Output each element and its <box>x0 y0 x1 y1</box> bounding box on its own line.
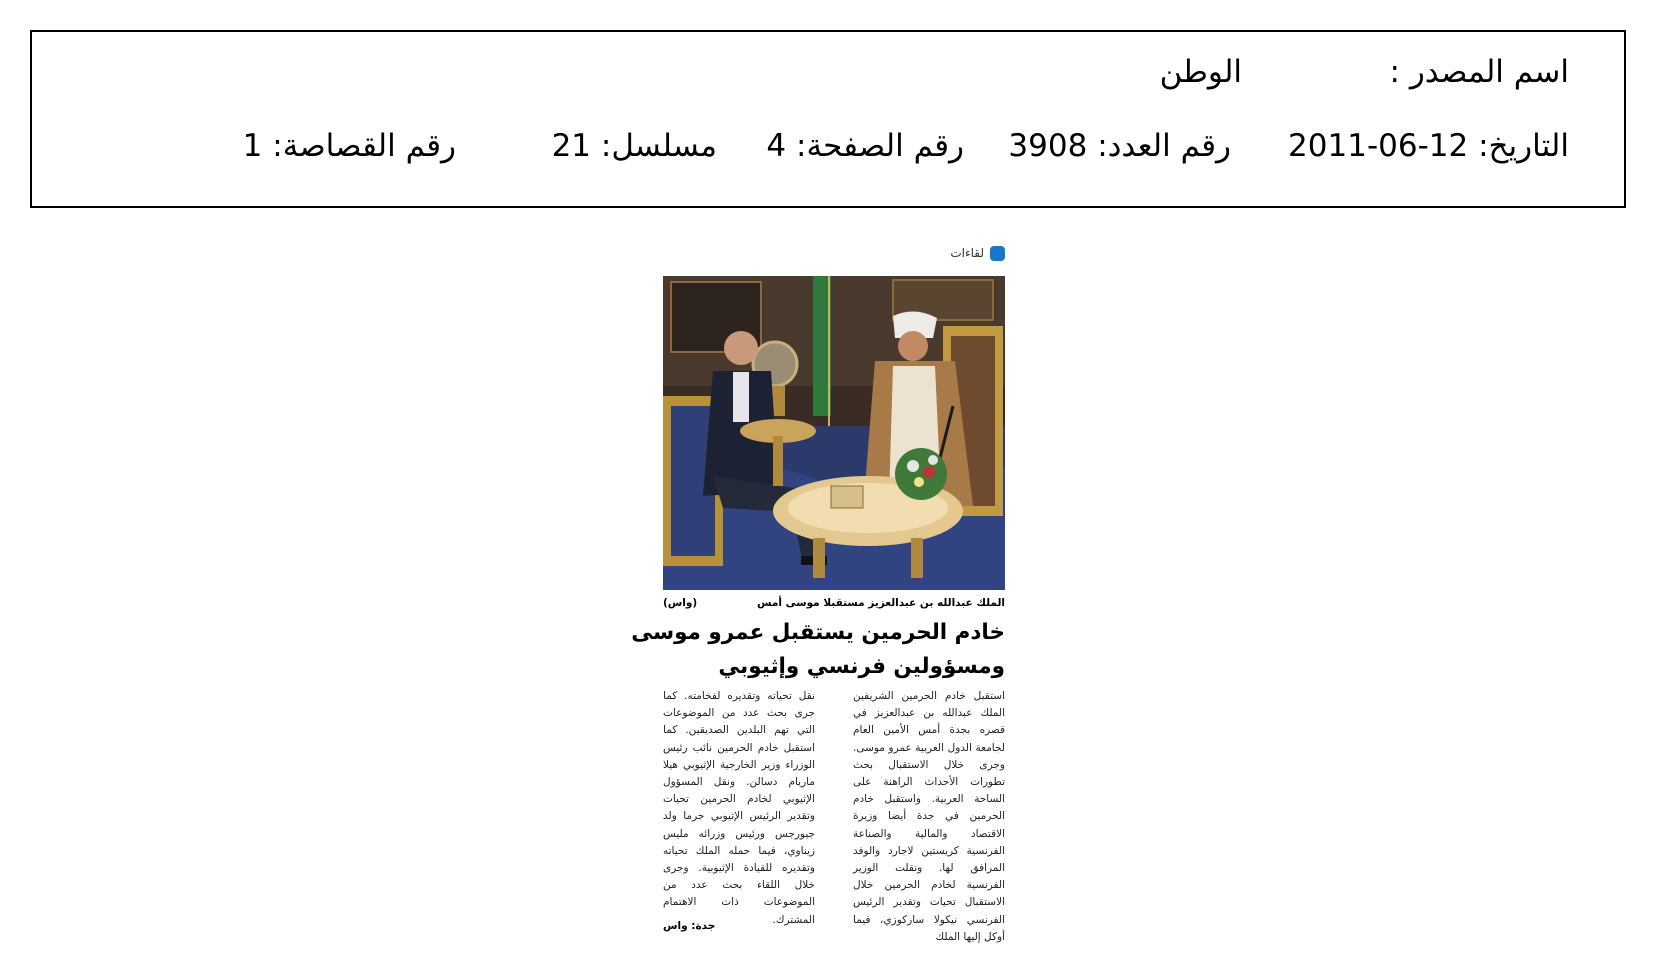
source-label-field <box>1390 50 1569 94</box>
serial-value: 21 <box>551 128 592 164</box>
section-label: لقاءات <box>950 246 984 260</box>
serial-field <box>552 124 717 168</box>
article-headline <box>631 616 1005 684</box>
source-value: الوطن <box>1159 54 1242 90</box>
source-value-field <box>1160 50 1242 94</box>
blue-square-icon <box>990 246 1005 261</box>
photo-credit: (واس) <box>663 597 698 609</box>
page-value: 4 <box>766 128 787 164</box>
issue-field <box>1008 124 1231 168</box>
source-info-box <box>30 30 1626 208</box>
meeting-photo-illustration <box>663 276 1005 590</box>
section-tag <box>950 240 1005 266</box>
clip-value: 1 <box>242 128 263 164</box>
clip-label: رقم القصاصة: <box>272 128 456 164</box>
headline-line-1: خادم الحرمين يستقبل عمرو موسى <box>631 620 1005 645</box>
serial-label: مسلسل: <box>600 128 717 164</box>
issue-label: رقم العدد: <box>1097 128 1231 164</box>
date-field <box>1288 124 1569 168</box>
article-photo <box>663 276 1005 590</box>
source-row <box>32 50 1624 94</box>
clip-field <box>243 124 456 168</box>
photo-caption <box>663 593 1005 613</box>
date-value: 2011-06-12 <box>1288 128 1469 164</box>
article-body <box>663 688 1005 943</box>
source-label: اسم المصدر : <box>1389 54 1569 90</box>
metadata-row <box>32 124 1624 168</box>
article-column-right: استقبل خادم الحرمين الشريفين الملك عبدالله بن عبدالعزيز في قصره بجدة أمس الأمين العام لجامعة الدول العربية عمرو موسى. وجرى خلال الاستقبال بحث تطورات الأحداث الراهنة على الساحة العربية. واستقبل خادم الحرمين في جدة أيضا وزيرة الاقتصاد والمالية والصناعة الفرنسية كريستين لاجارد والوفد المرافق لها. ونقلت الوزير الفرنسية لخادم الحرمين خلال الاستقبال تحيات وتقدير الرئيس الفرنسي نيكولا ساركوزي، فيما أوكل إليها الملك <box>853 690 1005 943</box>
article-byline: جدة: واس <box>663 920 716 932</box>
date-label: التاريخ: <box>1478 128 1569 164</box>
photo-caption-text: الملك عبدالله بن عبدالعزيز مستقبلا موسى أمس <box>757 597 1005 609</box>
headline-line-2: ومسؤولين فرنسي وإثيوبي <box>718 654 1005 679</box>
issue-value: 3908 <box>1008 128 1088 164</box>
page-label: رقم الصفحة: <box>796 128 964 164</box>
page-field <box>766 124 964 168</box>
article-column-left: نقل تحياته وتقديره لفخامته. كما جرى بحث عدد من الموضوعات التي تهم البلدين الصديقين. كما استقبل خادم الحرمين نائب رئيس الوزراء وزير الخارجية الإثيوبي هيلا ماريام دسالن. ونقل المسؤول الإثيوبي لخادم الحرمين تحيات وتقدير الرئيس الإثيوبي جرما ولد جيورجس ورئيس وزرائه مليس زيناوي، فيما حمله الملك تحياته وتقديره للقيادة الإثيوبية. وجرى خلال اللقاء بحث عدد من الموضوعات ذات الاهتمام المشترك. <box>663 690 815 926</box>
